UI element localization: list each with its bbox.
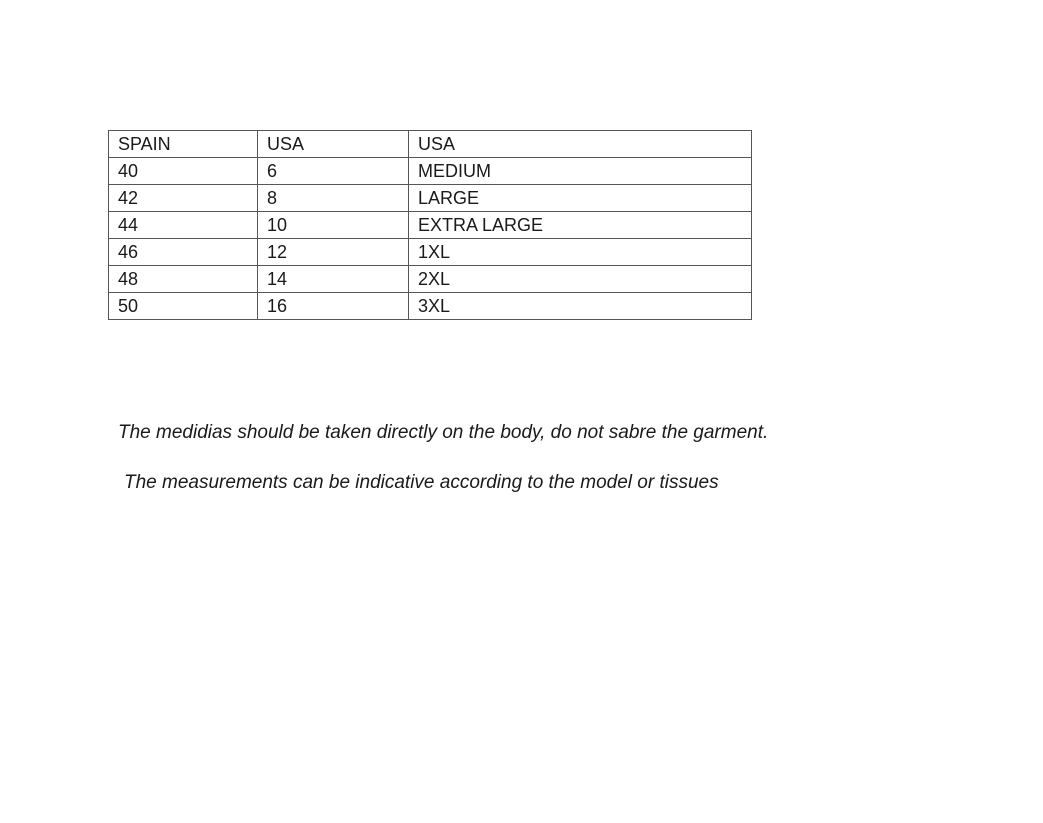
table-cell-spain: 50 — [109, 293, 258, 320]
table-cell-usa-numeric: 14 — [258, 266, 409, 293]
table-row — [109, 158, 752, 185]
size-conversion-table — [108, 130, 752, 320]
table-cell-usa-letter: 3XL — [409, 293, 752, 320]
measurement-note: The medidias should be taken directly on the body, do not sabre the garment. — [118, 422, 769, 443]
table-header-row — [109, 131, 752, 158]
header-cell-usa-numeric: USA — [258, 131, 409, 158]
table-cell-usa-numeric: 10 — [258, 212, 409, 239]
table-cell-usa-numeric: 16 — [258, 293, 409, 320]
table-cell-usa-letter: LARGE — [409, 185, 752, 212]
table-cell-spain: 46 — [109, 239, 258, 266]
table-row — [109, 293, 752, 320]
table-cell-spain: 42 — [109, 185, 258, 212]
table-row — [109, 212, 752, 239]
table-cell-usa-letter: EXTRA LARGE — [409, 212, 752, 239]
table-cell-usa-numeric: 8 — [258, 185, 409, 212]
indicative-note: The measurements can be indicative according to the model or tissues — [124, 472, 719, 493]
table-cell-spain: 40 — [109, 158, 258, 185]
header-cell-usa-letter: USA — [409, 131, 752, 158]
table-cell-spain: 44 — [109, 212, 258, 239]
table-cell-usa-numeric: 12 — [258, 239, 409, 266]
table-row — [109, 185, 752, 212]
table-row — [109, 239, 752, 266]
table-cell-spain: 48 — [109, 266, 258, 293]
table-cell-usa-letter: 1XL — [409, 239, 752, 266]
table-cell-usa-numeric: 6 — [258, 158, 409, 185]
table-row — [109, 266, 752, 293]
table-cell-usa-letter: MEDIUM — [409, 158, 752, 185]
header-cell-spain: SPAIN — [109, 131, 258, 158]
table-cell-usa-letter: 2XL — [409, 266, 752, 293]
